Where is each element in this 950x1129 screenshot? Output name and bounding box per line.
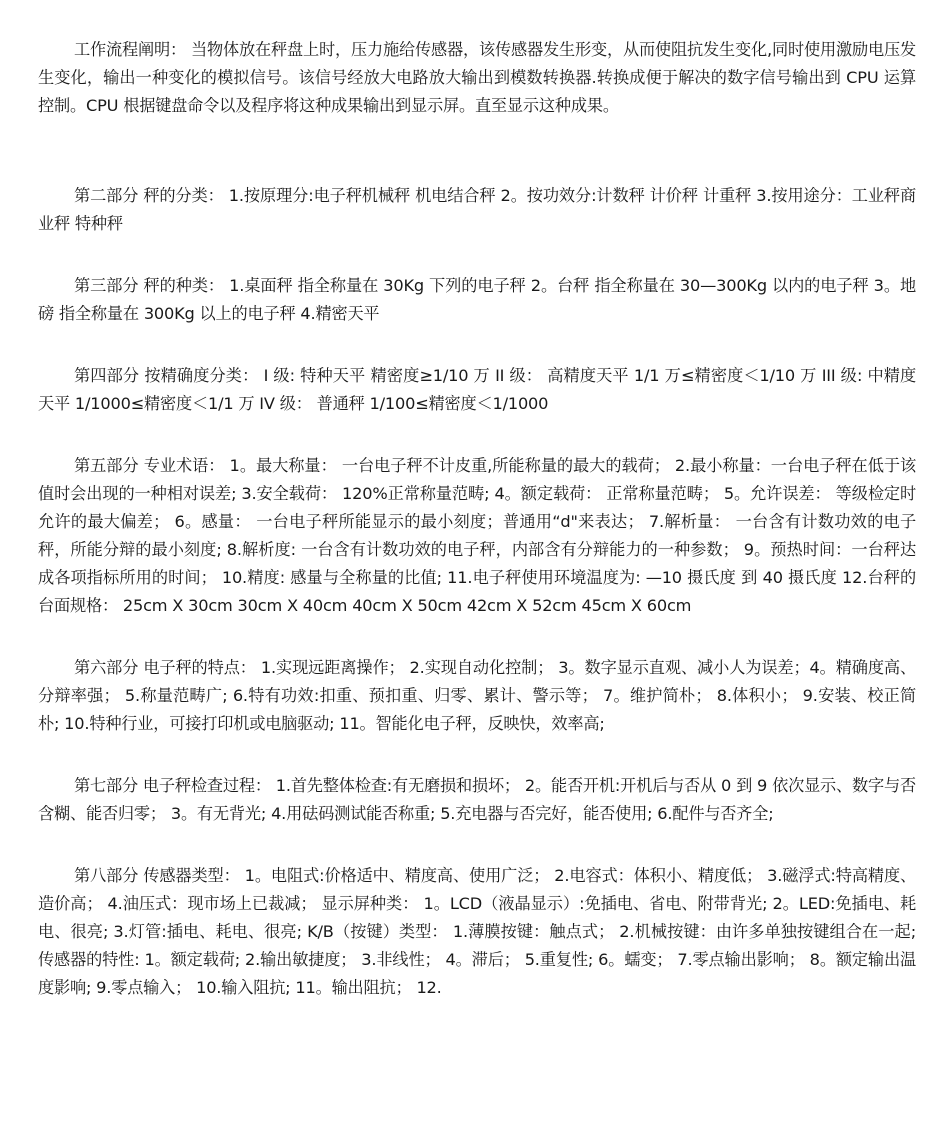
spacer	[38, 120, 916, 182]
paragraph-part-8: 第八部分 传感器类型： 1。电阻式:价格适中、精度高、使用广泛； 2.电容式：体积小、精度低； 3.磁浮式:特高精度、造价高； 4.油压式：现市场上已裁减； 显示屏种类： 1。LCD（液晶显示）:免插电、省电、附带背光; 2。LED:免插电、耗电、很亮; 3.灯管:插电、耗电、很亮; K/B（按键）类型： 1.薄膜按键：触点式； 2.机械按键：由许多单独按键组合在一起; 传感器的特性: 1。额定载荷; 2.输出敏捷度； 3.非线性； 4。滞后； 5.重复性; 6。蠕变； 7.零点输出影响； 8。额定输出温度影响; 9.零点输入； 10.输入阻抗; 11。输出阻抗； 12.	[38, 866, 916, 997]
document-page	[38, 36, 916, 1002]
paragraph-part-2: 第二部分 秤的分类： 1.按原理分:电子秤机械秤 机电结合秤 2。按功效分:计数秤 计价秤 计重秤 3.按用途分：工业秤商业秤 特种秤	[38, 186, 916, 233]
spacer	[38, 418, 916, 452]
spacer	[38, 828, 916, 862]
paragraph-part-7: 第七部分 电子秤检查过程： 1.首先整体检查:有无磨损和损坏； 2。能否开机:开机后与否从 0 到 9 依次显示、数字与否含糊、能否归零； 3。有无背光; 4.用砝码测试能否称重; 5.充电器与否完好，能否使用; 6.配件与否齐全;	[38, 776, 916, 823]
spacer	[38, 238, 916, 272]
paragraph-workflow: 工作流程阐明： 当物体放在秤盘上时，压力施给传感器，该传感器发生形变，从而使阻抗发生变化,同时使用激励电压发生变化，输出一种变化的模拟信号。该信号经放大电路放大输出到模数转换器.转换成便于解决的数字信号输出到 CPU 运算控制。CPU 根据键盘命令以及程序将这种成果输出到显示屏。直至显示这种成果。	[38, 40, 916, 115]
spacer	[38, 620, 916, 654]
spacer	[38, 738, 916, 772]
paragraph-part-5: 第五部分 专业术语： 1。最大称量： 一台电子秤不计皮重,所能称量的最大的载荷； 2.最小称量：一台电子秤在低于该值时会出现的一种相对误差; 3.安全载荷： 120%正常称量范畴; 4。额定载荷： 正常称量范畴； 5。允许误差： 等级检定时允许的最大偏差； 6。感量： 一台电子秤所能显示的最小刻度；普通用“d"来表达； 7.解析量： 一台含有计数功效的电子秤，所能分辩的最小刻度; 8.解析度: 一台含有计数功效的电子秤，内部含有分辩能力的一种参数； 9。预热时间：一台秤达成各项指标所用的时间； 10.精度: 感量与全称量的比值; 11.电子秤使用环境温度为: —10 摄氏度 到 40 摄氏度 12.台秤的台面规格： 25cm X 30cm 30cm X 40cm 40cm X 50cm 42cm X 52cm 45cm X 60cm	[38, 456, 916, 615]
paragraph-part-4: 第四部分 按精确度分类： I 级: 特种天平 精密度≥1/10 万 II 级： 高精度天平 1/1 万≤精密度＜1/10 万 III 级: 中精度天平 1/1000≤精密度＜1/1 万 IV 级： 普通秤 1/100≤精密度＜1/1000	[38, 366, 916, 413]
paragraph-part-3: 第三部分 秤的种类： 1.桌面秤 指全称量在 30Kg 下列的电子秤 2。台秤 指全称量在 30—300Kg 以内的电子秤 3。地磅 指全称量在 300Kg 以上的电子秤 4.精密天平	[38, 276, 916, 323]
paragraph-part-6: 第六部分 电子秤的特点： 1.实现远距离操作； 2.实现自动化控制； 3。数字显示直观、减小人为误差；4。精确度高、分辩率强； 5.称量范畴广; 6.特有功效:扣重、预扣重、归零、累计、警示等； 7。维护简朴； 8.体积小； 9.安装、校正简朴; 10.特种行业，可接打印机或电脑驱动; 11。智能化电子秤，反映快，效率高;	[38, 658, 916, 733]
spacer	[38, 328, 916, 362]
